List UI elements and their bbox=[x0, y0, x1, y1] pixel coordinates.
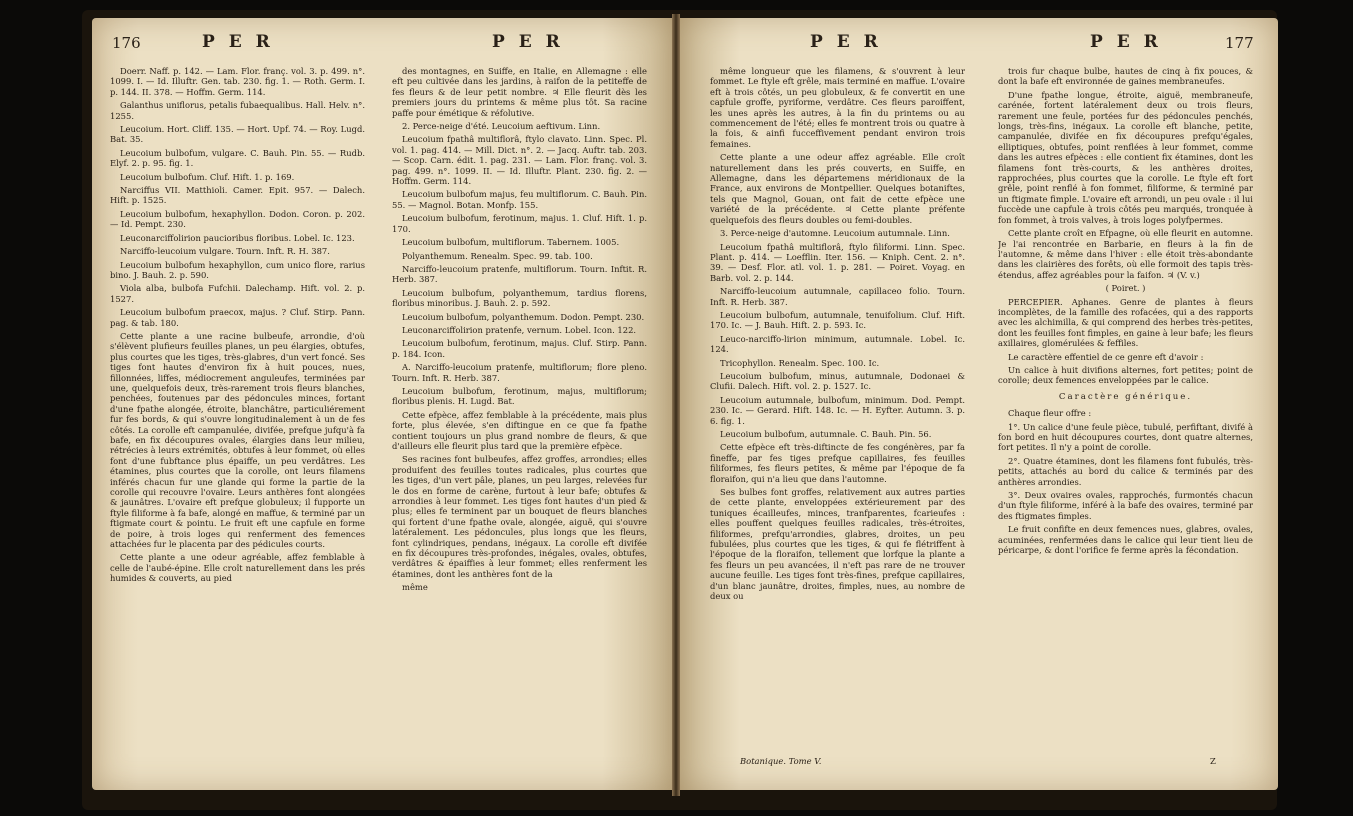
left-page-number: 176 bbox=[112, 34, 141, 52]
paragraph: Cette plante a une odeur affez agréable. Elle croît naturellement dans les prés couverts, en Suiffe, en Allemagne, dans les départemens méridionaux de la France, aux environs de Montpellier. Quelques botaniftes, tels que Magnol, Gouan, ont fait de cette efpèce une variété de la précédente. ♃ Cette plante préfente quelquefois des fleurs doubles ou femi-doubles. bbox=[710, 152, 965, 225]
paragraph: Narciffus VII. Matthioli. Camer. Epit. 957. — Dalech. Hift. p. 1525. bbox=[110, 185, 365, 206]
left-page bbox=[92, 18, 672, 790]
paragraph: des montagnes, en Suiffe, en Italie, en Allemagne : elle eft peu cultivée dans les jardins, à raifon de la petiteffe de fes fleurs & de leur petit nombre. ♃ Elle fleurit dès les premiers jours du printems & même plus tôt. Sa racine paffe pour émétique & réfolutive. bbox=[392, 66, 647, 118]
paragraph: 2. Perce-neige d'été. Leucoium aeftivum. Linn. bbox=[402, 121, 601, 132]
right-head-word-2: P E R bbox=[1090, 32, 1162, 52]
paragraph: Viola alba, bulbofa Fufchii. Dalechamp. Hift. vol. 2. p. 1527. bbox=[110, 283, 365, 304]
left-head-word-1: P E R bbox=[202, 32, 274, 52]
signature-mark: Z bbox=[1210, 756, 1216, 766]
right-page-number: 177 bbox=[1225, 34, 1254, 52]
right-column-2 bbox=[998, 66, 1253, 558]
paragraph: Chaque fleur offre : bbox=[1008, 408, 1092, 419]
paragraph: Tricophyllon. Renealm. Spec. 100. Ic. bbox=[720, 357, 880, 368]
paragraph: ( Poiret. ) bbox=[1105, 283, 1146, 294]
right-running-head bbox=[680, 32, 1278, 56]
paragraph: Cette efpèce, affez femblable à la précédente, mais plus forte, plus élevée, s'en diftingue en ce que fa fpathe contient toujours un plus grand nombre de fleurs, & que d'ailleurs elle fleurit plus tard que la première efpèce. bbox=[392, 409, 647, 451]
paragraph: Leucoium. Hort. Cliff. 135. — Hort. Upf. 74. — Roy. Lugd. Bat. 35. bbox=[110, 124, 365, 145]
paragraph: Polyanthemum. Renealm. Spec. 99. tab. 100. bbox=[402, 250, 593, 261]
paragraph: Leucoium bulbofum, multiflorum. Tabernem. 1005. bbox=[402, 237, 620, 248]
left-column-1 bbox=[110, 66, 365, 587]
paragraph: Leucoium bulbofum, minus, autumnale, Dodonaei & Clufii. Dalech. Hift. vol. 2. p. 1527. Ic. bbox=[710, 370, 965, 392]
paragraph: Le fruit confifte en deux femences nues, glabres, ovales, acuminées, renfermées dans le calice qui leur tient lieu de péricarpe, & dont l'orifice fe ferme après la fécondation. bbox=[998, 524, 1253, 556]
paragraph: Cette plante a une odeur agréable, affez femblable à celle de l'aubé-épine. Elle croît naturellement dans les prés humides & couverts, au pied bbox=[110, 552, 365, 584]
paragraph: Leucoium bulbofum, autumnale, tenuifolium. Cluf. Hift. 170. Ic. — J. Bauh. Hift. 2. p. 593. Ic. bbox=[710, 309, 965, 331]
right-column-1 bbox=[710, 66, 965, 605]
paragraph: 1°. Un calice d'une feule pièce, tubulé, perfiftant, divifé à fon bord en huit découpures courtes, dont quatre alternes, fort petites. Il n'y a point de corolle. bbox=[998, 421, 1253, 453]
paragraph: Leucoium bulbofum majus, feu multiflorum. C. Bauh. Pin. 55. — Magnol. Botan. Monfp. 155. bbox=[392, 189, 647, 210]
paragraph: Caractère générique. bbox=[1058, 391, 1193, 402]
paragraph: Narciffo-leucoium pratenfe, multiflorum. Tourn. Inftit. R. Herb. 387. bbox=[392, 263, 647, 285]
paragraph: Leucoium bulbofum, polyanthemum, tardius florens, floribus minoribus. J. Bauh. 2. p. 592. bbox=[392, 287, 647, 309]
paragraph: Leucoium bulbofum, vulgare. C. Bauh. Pin. 55. — Rudb. Elyf. 2. p. 95. fig. 1. bbox=[110, 147, 365, 169]
paragraph: PERCEPIER. Aphanes. Genre de plantes à fleurs incomplètes, de la famille des rofacées, qui a des rapports avec les alchimilla, & qui comprend des herbes très-petites, dont les feuilles font fimples, en gaine à leur bafe; les fleurs axillaires, glomérulées & feffiles. bbox=[998, 296, 1253, 349]
paragraph: Leucoium fpathâ multiflorâ, ftylo filiformi. Linn. Spec. Plant. p. 414. — Loefflin. Iter. 156. — Kniph. Cent. 2. n°. 39. — Desf. Flor. atl. vol. 1. p. 281. — Poiret. Voyag. en Barb. vol. 2. p. 144. bbox=[710, 241, 965, 283]
left-head-word-2: P E R bbox=[492, 32, 564, 52]
paragraph: Leucoium autumnale, bulbofum, minimum. Dod. Pempt. 230. Ic. — Gerard. Hift. 148. Ic. — H. Eyfter. Autumn. 3. p. 6. fig. 1. bbox=[710, 394, 965, 426]
right-page bbox=[680, 18, 1278, 790]
paragraph: Leuco-narciffo-lirion minimum, autumnale. Lobel. Ic. 124. bbox=[710, 333, 965, 355]
paragraph: Le caractère effentiel de ce genre eft d'avoir : bbox=[1008, 351, 1204, 362]
paragraph: Leuconarciffolirion paucioribus floribus. Lobel. Ic. 123. bbox=[120, 232, 355, 243]
paragraph: Leucoium bulbofum praecox, majus. ? Cluf. Stirp. Pann. pag. & tab. 180. bbox=[110, 307, 365, 328]
paragraph: Un calice à huit divifions alternes, fort petites; point de corolle; deux femences enveloppées par le calice. bbox=[998, 364, 1253, 386]
book-gutter bbox=[672, 14, 680, 796]
paragraph: Cette plante a une racine bulbeufe, arrondie, d'où s'élèvent plufieurs feuilles planes, un peu élargies, obtufes, plus courtes que les tiges, très-glabres, d'un vert foncé. Ses tiges font hautes d'environ fix à huit pouces, nues, fillonnées, liffes, médiocrement anguleufes, terminées par une, quelquefois deux, très-rarement trois fleurs blanches, penchées, foutenues par des pédoncules minces, fortant d'une fpathe alongée, étroite, blanchâtre, particuliérement fur fes bords, & qui s'ouvre longitudinalement à un de fes côtés. La corolle eft campanulée, divifée, prefque jufqu'à fa bafe, en fix découpures ovales, élargies dans leur milieu, rétrécies à leurs extrémités, obtufes à leur fommet, où elles font d'une fubftance plus épaiffe, un peu verdâtres. Les étamines, plus courtes que la corolle, ont leurs filamens inférés chacun fur une glande qui forme la partie de la corolle qui recouvre l'ovaire. Leurs anthères font alongées & jaunâtres. L'ovaire eft prefque globuleux; il fupporte un ftyle filiforme à fa bafe, alongé en maffue, & terminé par un ftigmate court & pointu. Le fruit eft une capfule en forme de poire, à trois loges qui renferment des femences attachées fur le placenta par des pédicules courts. bbox=[110, 330, 365, 550]
paragraph: Leucoium bulbofum, polyanthemum. Dodon. Pempt. 230. bbox=[402, 311, 645, 322]
paragraph: Leucoium bulbofum, ferotinum, majus, multiflorum; floribus plenis. H. Lugd. Bat. bbox=[392, 385, 647, 407]
paragraph: Galanthus uniflorus, petalis fubaequalibus. Hall. Helv. n°. 1255. bbox=[110, 100, 365, 121]
left-running-head bbox=[92, 32, 672, 56]
paragraph: D'une fpathe longue, étroite, aiguë, membraneufe, carénée, fortent latéralement deux ou trois fleurs, rarement une feule, portées fur des pédoncules penchés, longs, très-fins, inégaux. La corolle eft blanche, petite, campanulée, divifée en fix découpures prefqu'égales, elliptiques, obtufes, point renflées à leur fommet, comme dans les autres efpèces : elle contient fix étamines, dont les filamens font très-courts, & les anthères droites, rapprochées, plus courtes que la corolle. Le ftyle eft fort grêle, point renflé à fon fommet, filiforme, & terminé par un ftigmate fimple. L'ovaire eft arrondi, un peu ovale : il lui fuccède une capfule à trois côtés peu marqués, tronquée à fon fommet, à trois valves, à trois loges polyfpermes. bbox=[998, 89, 1253, 225]
paragraph: Leucoium fpathâ multiflorâ, ftylo clavato. Linn. Spec. Pl. vol. 1. pag. 414. — Mill. Dict. n°. 2. — Jacq. Auftr. tab. 203. — Scop. Carn. édit. 1. pag. 231. — Lam. Flor. franç. vol. 3. pag. 499. n°. 1099. II. — Id. Illuftr. Plant. 230. fig. 2. — Hoffm. Germ. 114. bbox=[392, 134, 647, 187]
paragraph: Ses bulbes font groffes, relativement aux autres parties de cette plante, enveloppées extérieurement par des tuniques écailleufes, minces, tranfparentes, fcarieufes : elles pouffent quelques feuilles radicales, très-étroites, filiformes, prefqu'arrondies, glabres, droites, un peu fubulées, plus courtes que les tiges, & qui fe flétriffent à l'époque de la floraifon, tellement que lorfque la plante a fes fleurs un peu avancées, il n'eft pas rare de ne trouver aucune feuille. Les tiges font très-fines, prefque capillaires, d'un blanc jaunâtre, droites, fimples, nues, au nombre de deux ou bbox=[710, 487, 965, 602]
paragraph: même longueur que les filamens, & s'ouvrent à leur fommet. Le ftyle eft grêle, mais terminé en maffue. L'ovaire eft à trois côtés, un peu globuleux, & fe convertit en une capfule groffe, pyriforme, verdâtre. Ces fleurs paroiffent, les unes après les autres, à la fin du printems ou au commencement de l'été; elles fe montrent trois ou quatre à la fois, & ainfi fucceffivement pendant environ trois femaines. bbox=[710, 66, 965, 149]
paragraph: Cette plante croît en Efpagne, où elle fleurit en automne. Je l'ai rencontrée en Barbarie, en fleurs à la fin de l'automne, & même dans l'hiver : elle étoit très-abondante dans les clairières des forêts, où elle formoit des tapis très-étendus, affez agréables pour la faifon. ♃ (V. v.) bbox=[998, 228, 1253, 280]
paragraph: Leucoium bulbofum, ferotinum, majus. 1. Cluf. Hift. 1. p. 170. bbox=[392, 213, 647, 234]
volume-footer: Botanique. Tome V. bbox=[740, 756, 822, 766]
paragraph: Leuconarciffolirion pratenfe, vernum. Lobel. Icon. 122. bbox=[402, 324, 637, 335]
paragraph: même bbox=[402, 582, 428, 593]
paragraph: 2°. Quatre étamines, dont les filamens font fubulés, très-petits, attachés au bord du calice & terminés par des anthères arrondies. bbox=[998, 455, 1253, 487]
paragraph: 3°. Deux ovaires ovales, rapprochés, furmontés chacun d'un ftyle filiforme, inféré à la bafe des ovaires, terminé par des ftigmates fimples. bbox=[998, 490, 1253, 521]
paragraph: Leucoium bulbofum hexaphyllon, cum unico flore, rarius bino. J. Bauh. 2. p. 590. bbox=[110, 259, 365, 280]
paragraph: Doerr. Naff. p. 142. — Lam. Flor. franç. vol. 3. p. 499. n°. 1099. I. — Id. Illuftr. Gen. tab. 230. fig. 1. — Roth. Germ. I. p. 144. II. 378. — Hoffm. Germ. 114. bbox=[110, 66, 365, 97]
paragraph: trois fur chaque bulbe, hautes de cinq à fix pouces, & dont la bafe eft environnée de gaines membraneufes. bbox=[998, 66, 1253, 87]
paragraph: Cette efpèce eft très-diftincte de fes congénères, par fa fineffe, par fes tiges prefque capillaires, fes feuilles filiformes, fes fleurs petites, & même par l'époque de fa floraifon, qui n'a lieu que dans l'automne. bbox=[710, 442, 965, 484]
paragraph: Leucoium bulbofum, hexaphyllon. Dodon. Coron. p. 202. — Id. Pempt. 230. bbox=[110, 208, 365, 230]
paragraph: Ses racines font bulbeufes, affez groffes, arrondies; elles produifent des feuilles toutes radicales, plus courtes que les tiges, d'un vert pâle, planes, un peu larges, relevées fur le dos en forme de carène, furtout à leur bafe; obtufes & arrondies à leur fommet. Les tiges font hautes d'un pied & plus; elles fe terminent par un bouquet de fleurs blanches qui fortent d'une fpathe ovale, alongée, aiguë, qui s'ouvre latéralement. Les pédoncules, plus longs que les fleurs, font cylindriques, pendans, inégaux. La corolle eft divifée en fix découpures très-profondes, inégales, ovales, obtufes, verdâtres & épaiffies à leur fommet; elles renferment les étamines, dont les anthères font de la bbox=[392, 454, 647, 579]
paragraph: Leucoium bulbofum. Cluf. Hift. 1. p. 169. bbox=[120, 171, 295, 182]
paragraph: 3. Perce-neige d'automne. Leucoium autumnale. Linn. bbox=[720, 228, 950, 239]
left-column-2 bbox=[392, 66, 647, 596]
paragraph: Leucoium bulbofum, ferotinum, majus. Cluf. Stirp. Pann. p. 184. Icon. bbox=[392, 338, 647, 359]
paragraph: Leucoium bulbofum, autumnale. C. Bauh. Pin. 56. bbox=[720, 429, 932, 439]
paragraph: Narciffo-leucoium autumnale, capillaceo folio. Tourn. Inft. R. Herb. 387. bbox=[710, 286, 965, 307]
paragraph: Narciffo-leucoium vulgare. Tourn. Inft. R. H. 387. bbox=[120, 246, 330, 257]
paragraph: A. Narciffo-leucoium pratenfe, multiflorum; flore pleno. Tourn. Inft. R. Herb. 387. bbox=[392, 362, 647, 383]
right-head-word-1: P E R bbox=[810, 32, 882, 52]
